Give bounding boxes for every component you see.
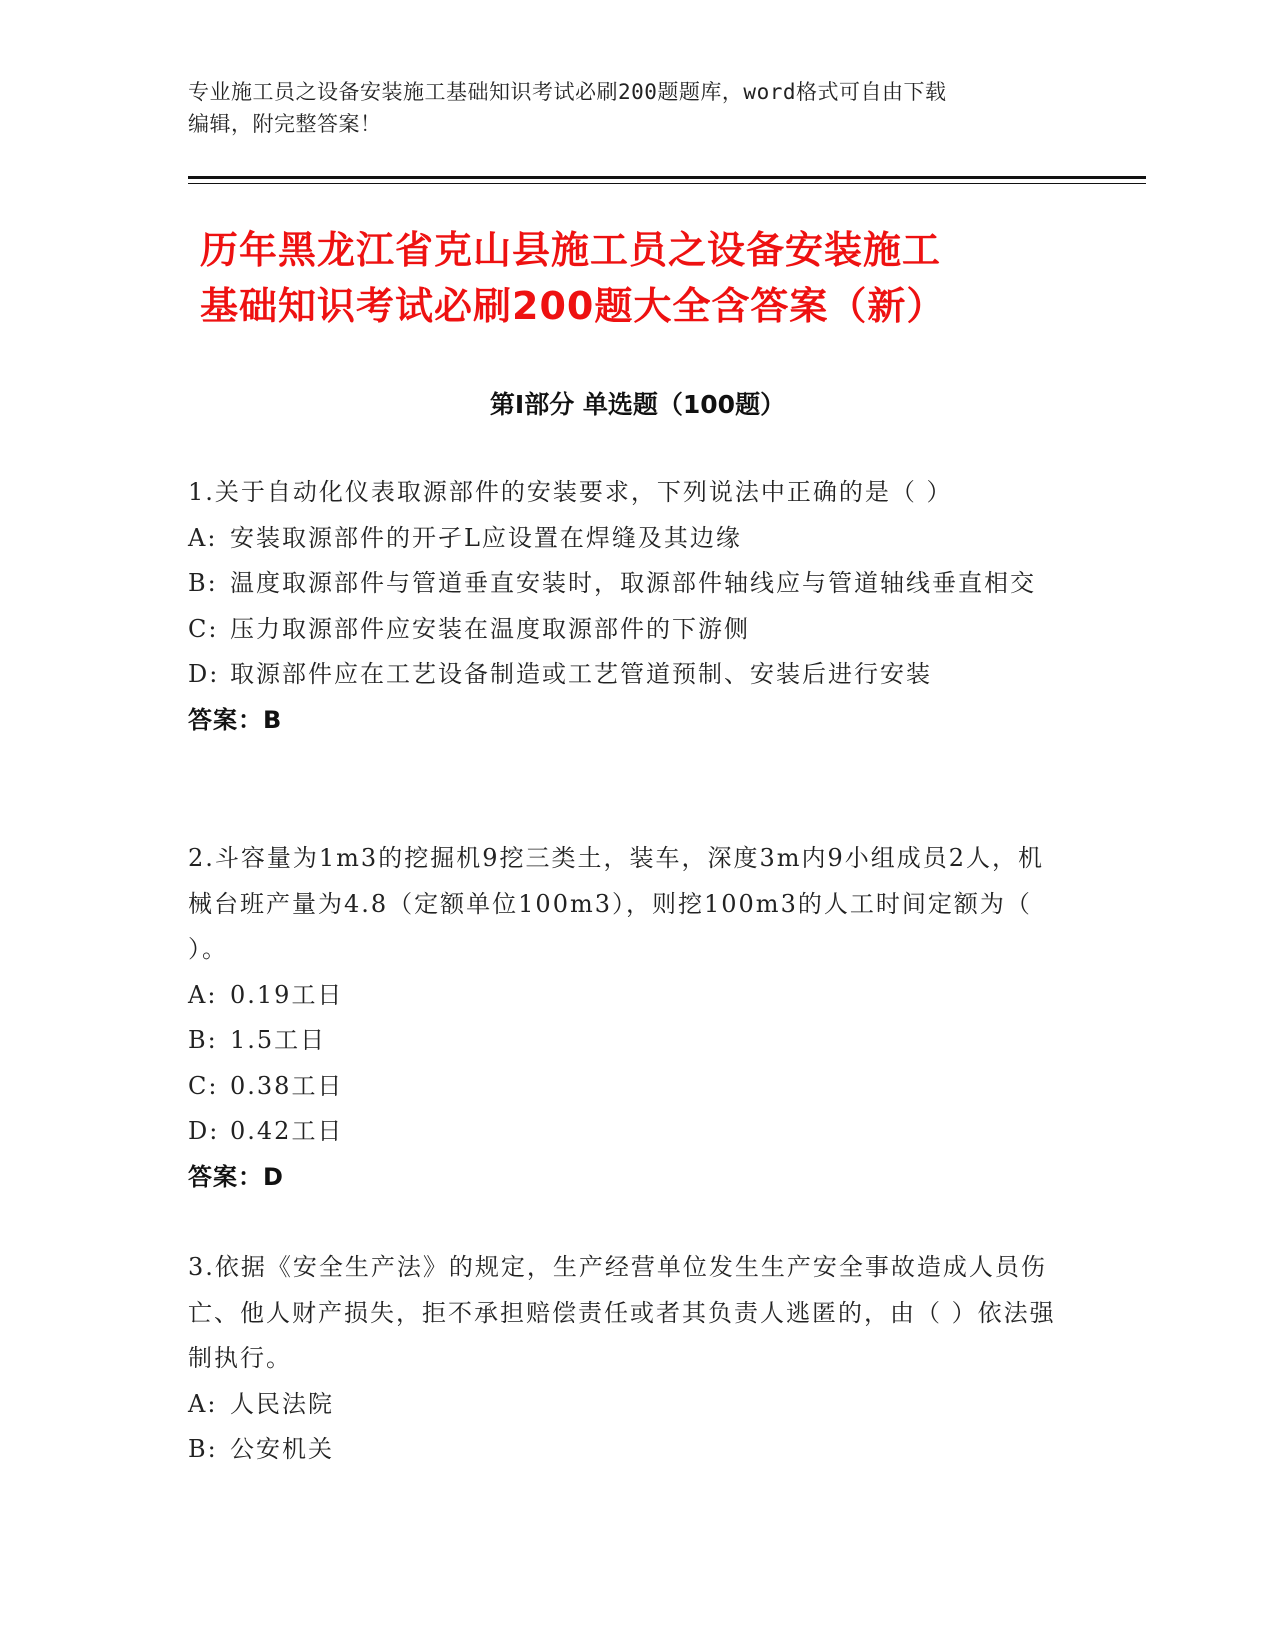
option-b (188, 1018, 1068, 1064)
option-key: B: (188, 1435, 218, 1463)
header-note-line-2: 编辑，附完整答案！ (188, 112, 382, 136)
question-1 (188, 470, 1068, 743)
header-divider-thick (188, 176, 1146, 179)
question-3 (188, 1245, 1068, 1473)
option-key: D: (188, 660, 220, 688)
header-note (188, 76, 1088, 140)
question-text: 2.斗容量为1m3的挖掘机9挖三类土，装车，深度3m内9小组成员2人，机械台班产量为4.8（定额单位100m3），则挖100m3的人工时间定额为（ ）。 (188, 844, 1045, 963)
option-key: C: (188, 1071, 219, 1100)
option-key: B: (188, 1026, 218, 1054)
option-text: 0.19工日 (230, 980, 344, 1009)
question-2 (188, 836, 1068, 1200)
document-title-line-2: 基础知识考试必刷200题大全含答案（新） (200, 284, 946, 328)
option-text: 人民法院 (230, 1389, 334, 1418)
document-title-line-1: 历年黑龙江省克山县施工员之设备安装施工 (200, 228, 942, 272)
section-heading: 第Ⅰ部分 单选题（100题） (489, 390, 786, 419)
question-text: 3.依据《安全生产法》的规定，生产经营单位发生生产安全事故造成人员伤亡、他人财产损失，拒不承担赔偿责任或者其负责人逃匿的，由（ ）依法强制执行。 (188, 1253, 1056, 1372)
option-key: B: (188, 569, 218, 597)
document-title (200, 222, 1080, 334)
option-c (188, 607, 1068, 653)
option-key: A: (188, 980, 218, 1009)
option-d (188, 1109, 1068, 1155)
option-text: 压力取源部件应安装在温度取源部件的下游侧 (230, 614, 750, 643)
option-key: A: (188, 1389, 218, 1418)
option-text: 0.42工日 (230, 1117, 344, 1145)
option-text: 取源部件应在工艺设备制造或工艺管道预制、安装后进行安装 (230, 660, 932, 688)
option-text: 公安机关 (230, 1435, 334, 1463)
option-a (188, 1382, 1068, 1428)
option-key: A: (188, 523, 218, 552)
option-key: D: (188, 1117, 220, 1145)
option-d (188, 652, 1068, 698)
header-divider-thin (188, 183, 1146, 184)
option-b (188, 1427, 1068, 1473)
option-text: 0.38工日 (230, 1071, 344, 1100)
option-c (188, 1064, 1068, 1110)
question-text: 1.关于自动化仪表取源部件的安装要求，下列说法中正确的是（ ） (188, 478, 953, 506)
option-key: C: (188, 614, 219, 643)
answer: 答案：D (188, 1162, 284, 1191)
option-text: 1.5工日 (230, 1026, 327, 1054)
option-text: 安装取源部件的开孑L应设置在焊缝及其边缘 (230, 523, 742, 552)
answer: 答案：B (188, 705, 283, 734)
option-a (188, 516, 1068, 562)
header-note-line-1: 专业施工员之设备安装施工基础知识考试必刷200题题库，word格式可自由下载 (188, 80, 947, 104)
option-a (188, 973, 1068, 1019)
option-b (188, 561, 1068, 607)
option-text: 温度取源部件与管道垂直安装时，取源部件轴线应与管道轴线垂直相交 (230, 569, 1036, 597)
